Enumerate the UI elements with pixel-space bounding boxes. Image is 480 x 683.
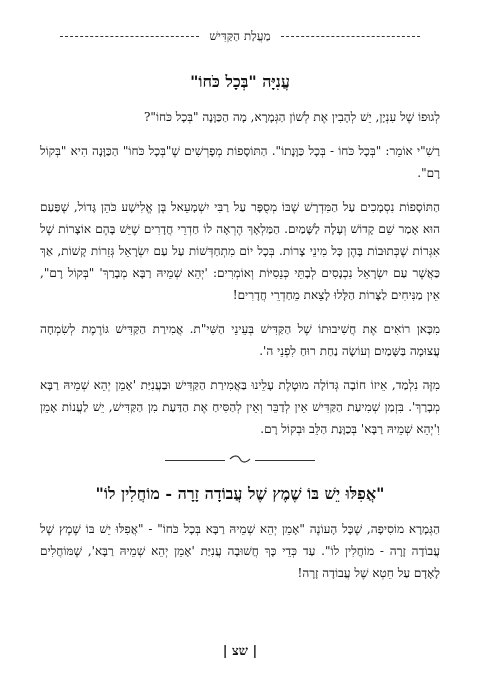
header-rule-left — [60, 36, 199, 37]
running-header — [60, 26, 420, 46]
paragraph: מִכָּאן רוֹאִים אֶת חֲשִׁיבוּתוֹ שֶׁל הַקַּדִּישׁ בְּעֵינֵי הַשִּׁי"ת. אֲמִירַת הַקַּדִּישׁ גּוֹרֶמֶת לְשִׂמְחָה עֲצוּמָה בַּשָּׁמַיִם וְעוֹשָׂה נַחַת רוּחַ לִפְנֵי ה'. — [40, 322, 440, 358]
paragraph: רַשִׁ"י אוֹמֵר: "בְּכָל כֹּחוֹ - בְּכָל כַּוָּנָתוֹ". הַתּוֹסָפוֹת מְפָרְשִׁים שֶׁ"בְּכָל כֹּחוֹ" הַכַּוָּנָה הִיא "בְּקוֹל רָם". — [40, 144, 440, 180]
section-heading: עֲנִיָּה "בְּכָל כֹּחוֹ" — [190, 72, 290, 91]
header-rule-right — [281, 36, 420, 37]
ornament-icon — [225, 453, 255, 467]
running-title: מַעֲלַת הַקַּדִּישׁ — [209, 28, 271, 43]
section-heading: "אֲפִלּוּ יֵשׁ בּוֹ שֶׁמֶץ שֶׁל עֲבוֹדָה זָרָה - מוֹחֲלִין לוֹ" — [95, 484, 385, 503]
paragraph: לְגוּפוֹ שֶׁל עִנְיָן, יֵשׁ לְהָבִין אֶת לְשׁוֹן הַגְּמָרָא, מָה הַכַּוָּנָה "בְּכָל כֹּחוֹ"? — [143, 110, 440, 124]
paragraph: הַתּוֹסָפוֹת נִסְמָכִים עַל הַמִּדְרָשׁ שֶׁבּוֹ מְסֻפָּר עַל רַבִּי יִשְׁמָעֵאל בֶּן אֱלִישָׁע כֹּהֵן גָּדוֹל, שֶׁפַּעַם הוּא אָמַר שֵׁם קָדוֹשׁ וְעָלָה לַשָּׁמַיִם. הַמַּלְאָךְ הֶרְאָה לוֹ חַדְרֵי חֲדָרִים שֶׁיֵּשׁ בָּהֶם אוֹצָרוֹת שֶׁל אִגְּרוֹת שֶׁכְּתוּבוֹת בָּהֶן כָּל מִינֵי צָרוֹת. בְּכָל יוֹם מִתְחַדְּשׁוֹת עַל עַם יִשְׂרָאֵל גְּזֵרוֹת קָשׁוֹת, אַךְ כַּאֲשֶׁר עַם יִשְׂרָאֵל נִכְנָסִים לְבָתֵּי כְּנֵסִיּוֹת וְאוֹמְרִים: 'יְהֵא שְׁמֵיהּ רַבָּא מְבָרַךְ' "בְּקוֹל רָם", אֵין מַנִּיחִים לַצָּרוֹת הַלָּלוּ לָצֵאת מֵחַדְרֵי חֲדָרִים! — [40, 200, 440, 302]
paragraph: מִזֶּה נִלְמַד, אֵיזוֹ חוֹבָה גְּדוֹלָה מוּטֶלֶת עָלֵינוּ בַּאֲמִירַת הַקַּדִּישׁ וּבַעֲנִיַּת 'אָמֵן יְהֵא שְׁמֵיהּ רַבָּא מְבָרַךְ'. בִּזְמַן שְׁמִיעַת הַקַּדִּישׁ אֵין לְדַבֵּר וְאֵין לְהַסִּיחַ אֶת הַדַּעַת מִן הַקַּדִּישׁ, יֵשׁ לַעֲנוֹת אָמֵן וִ'יְהֵא שְׁמֵיהּ רַבָּא' בְּכַוָּנַת הַלֵּב וּבְקוֹל רָם. — [40, 378, 440, 436]
section-divider — [40, 452, 440, 468]
page-content — [40, 70, 440, 596]
paragraph: הַגְּמָרָא מוֹסִיפָה, שֶׁכָּל הָעוֹנֶה "אָמֵן יְהֵא שְׁמֵיהּ רַבָּא בְּכָל כֹּחוֹ" - "אֲפִלּוּ יֵשׁ בּוֹ שֶׁמֶץ שֶׁל עֲבוֹדָה זָרָה - מוֹחֲלִין לוֹ". עַד כְּדֵי כָּךְ חֲשׁוּבָה עֲנִיַּת 'אָמֵן יְהֵא שְׁמֵיהּ רַבָּא', שֶׁמּוֹחֲלִים לָאָדָם עַל חֵטְא שֶׁל עֲבוֹדָה זָרָה! — [40, 522, 440, 580]
page-number: | שצ | — [222, 644, 258, 659]
divider-line-left — [255, 460, 315, 461]
divider-line-right — [165, 460, 225, 461]
